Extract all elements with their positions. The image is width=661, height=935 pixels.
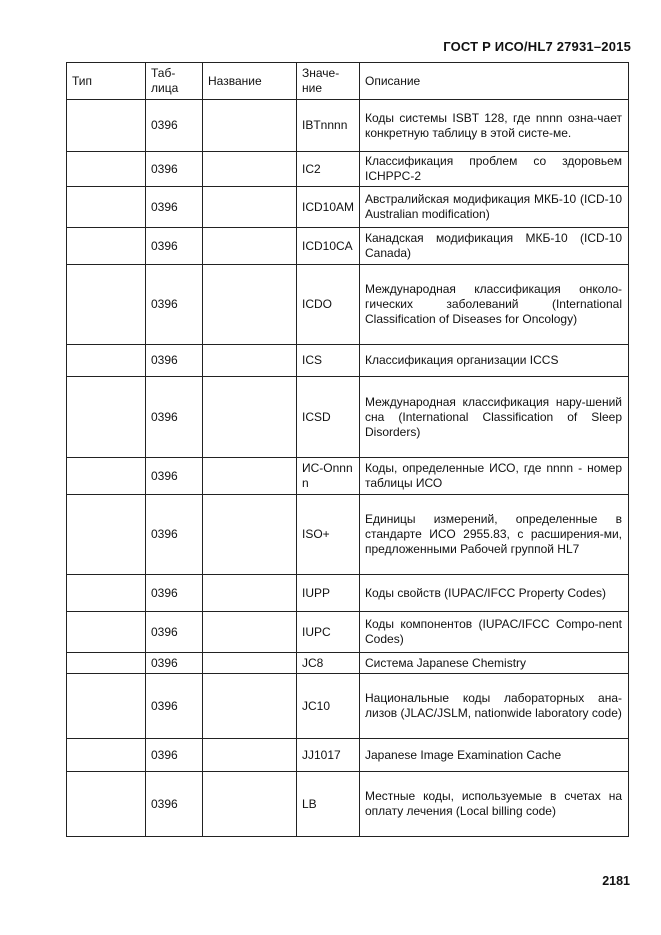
- cell-value: ИС-Onnnn: [297, 458, 360, 495]
- column-header-name: Название: [203, 63, 297, 100]
- table-row: [67, 152, 629, 187]
- cell-table: 0396: [146, 265, 203, 345]
- cell-table: 0396: [146, 772, 203, 837]
- table-row: [67, 345, 629, 377]
- cell-name: [203, 265, 297, 345]
- cell-value: IUPP: [297, 575, 360, 612]
- cell-table: 0396: [146, 100, 203, 152]
- cell-description: Коды системы ISBT 128, где nnnn озна-чает конкретную таблицу в этой систе-ме.: [360, 100, 629, 152]
- column-header-type: Тип: [67, 63, 146, 100]
- cell-type: [67, 458, 146, 495]
- cell-name: [203, 377, 297, 458]
- cell-type: [67, 739, 146, 772]
- cell-type: [67, 265, 146, 345]
- cell-value: IC2: [297, 152, 360, 187]
- cell-description: Единицы измерений, определенные в стандарте ИСО 2955.83, с расширения-ми, предложенными Рабочей группой HL7: [360, 495, 629, 575]
- cell-name: [203, 458, 297, 495]
- cell-description: Japanese Image Examination Cache: [360, 739, 629, 772]
- cell-name: [203, 187, 297, 228]
- cell-type: [67, 100, 146, 152]
- cell-description: Система Japanese Chemistry: [360, 653, 629, 674]
- cell-type: [67, 345, 146, 377]
- cell-table: 0396: [146, 345, 203, 377]
- column-header-description: Описание: [360, 63, 629, 100]
- cell-type: [67, 377, 146, 458]
- cell-description: Классификация проблем со здоровьем ICHPPC-2: [360, 152, 629, 187]
- table-row: [67, 575, 629, 612]
- cell-type: [67, 772, 146, 837]
- cell-description: Местные коды, используемые в счетах на оплату лечения (Local billing code): [360, 772, 629, 837]
- cell-table: 0396: [146, 674, 203, 739]
- cell-table: 0396: [146, 458, 203, 495]
- cell-value: JC10: [297, 674, 360, 739]
- cell-value: ICDO: [297, 265, 360, 345]
- table-row: [67, 265, 629, 345]
- cell-value: IUPC: [297, 612, 360, 653]
- cell-table: 0396: [146, 152, 203, 187]
- table-row: [67, 187, 629, 228]
- column-header-table: Таб- лица: [146, 63, 203, 100]
- cell-type: [67, 612, 146, 653]
- table-row: [67, 772, 629, 837]
- cell-name: [203, 575, 297, 612]
- cell-type: [67, 674, 146, 739]
- cell-table: 0396: [146, 575, 203, 612]
- cell-description: Международная классификация нару-шений сна (International Classification of Sleep Disorders): [360, 377, 629, 458]
- cell-description: Коды, определенные ИСО, где nnnn - номер таблицы ИСО: [360, 458, 629, 495]
- cell-description: Классификация организации ICCS: [360, 345, 629, 377]
- cell-name: [203, 674, 297, 739]
- document-number: ГОСТ Р ИСО/HL7 27931–2015: [443, 39, 631, 54]
- table-row: [67, 674, 629, 739]
- cell-name: [203, 772, 297, 837]
- cell-value: ISO+: [297, 495, 360, 575]
- table-row: [67, 739, 629, 772]
- cell-name: [203, 653, 297, 674]
- cell-table: 0396: [146, 495, 203, 575]
- cell-table: 0396: [146, 187, 203, 228]
- table-row: [67, 612, 629, 653]
- cell-value: ICSD: [297, 377, 360, 458]
- cell-value: ICS: [297, 345, 360, 377]
- cell-description: Национальные коды лабораторных ана-лизов (JLAC/JSLM, nationwide laboratory code): [360, 674, 629, 739]
- cell-value: ICD10AM: [297, 187, 360, 228]
- cell-type: [67, 187, 146, 228]
- cell-table: 0396: [146, 228, 203, 265]
- cell-table: 0396: [146, 612, 203, 653]
- table-row: [67, 653, 629, 674]
- page-number: 2181: [602, 874, 630, 888]
- table-row: [67, 100, 629, 152]
- cell-name: [203, 739, 297, 772]
- cell-name: [203, 612, 297, 653]
- cell-table: 0396: [146, 653, 203, 674]
- cell-description: Коды компонентов (IUPAC/IFCC Compo-nent Codes): [360, 612, 629, 653]
- cell-name: [203, 228, 297, 265]
- cell-name: [203, 152, 297, 187]
- table-header-row: [67, 63, 629, 100]
- table-row: [67, 495, 629, 575]
- cell-value: JJ1017: [297, 739, 360, 772]
- cell-description: Австралийская модификация МКБ-10 (ICD-10 Australian modification): [360, 187, 629, 228]
- column-header-value: Значе- ние: [297, 63, 360, 100]
- table-row: [67, 377, 629, 458]
- cell-description: Коды свойств (IUPAC/IFCC Property Codes): [360, 575, 629, 612]
- cell-value: IBTnnnn: [297, 100, 360, 152]
- cell-type: [67, 653, 146, 674]
- cell-type: [67, 228, 146, 265]
- codes-table: [66, 62, 629, 837]
- cell-value: LB: [297, 772, 360, 837]
- cell-table: 0396: [146, 377, 203, 458]
- cell-name: [203, 495, 297, 575]
- cell-value: ICD10CA: [297, 228, 360, 265]
- cell-type: [67, 575, 146, 612]
- table-row: [67, 458, 629, 495]
- cell-type: [67, 495, 146, 575]
- cell-table: 0396: [146, 739, 203, 772]
- cell-name: [203, 100, 297, 152]
- cell-value: JC8: [297, 653, 360, 674]
- cell-type: [67, 152, 146, 187]
- cell-name: [203, 345, 297, 377]
- table-row: [67, 228, 629, 265]
- cell-description: Международная классификация онколо-гических заболеваний (International Classification of Diseases for Oncology): [360, 265, 629, 345]
- cell-description: Канадская модификация МКБ-10 (ICD-10 Canada): [360, 228, 629, 265]
